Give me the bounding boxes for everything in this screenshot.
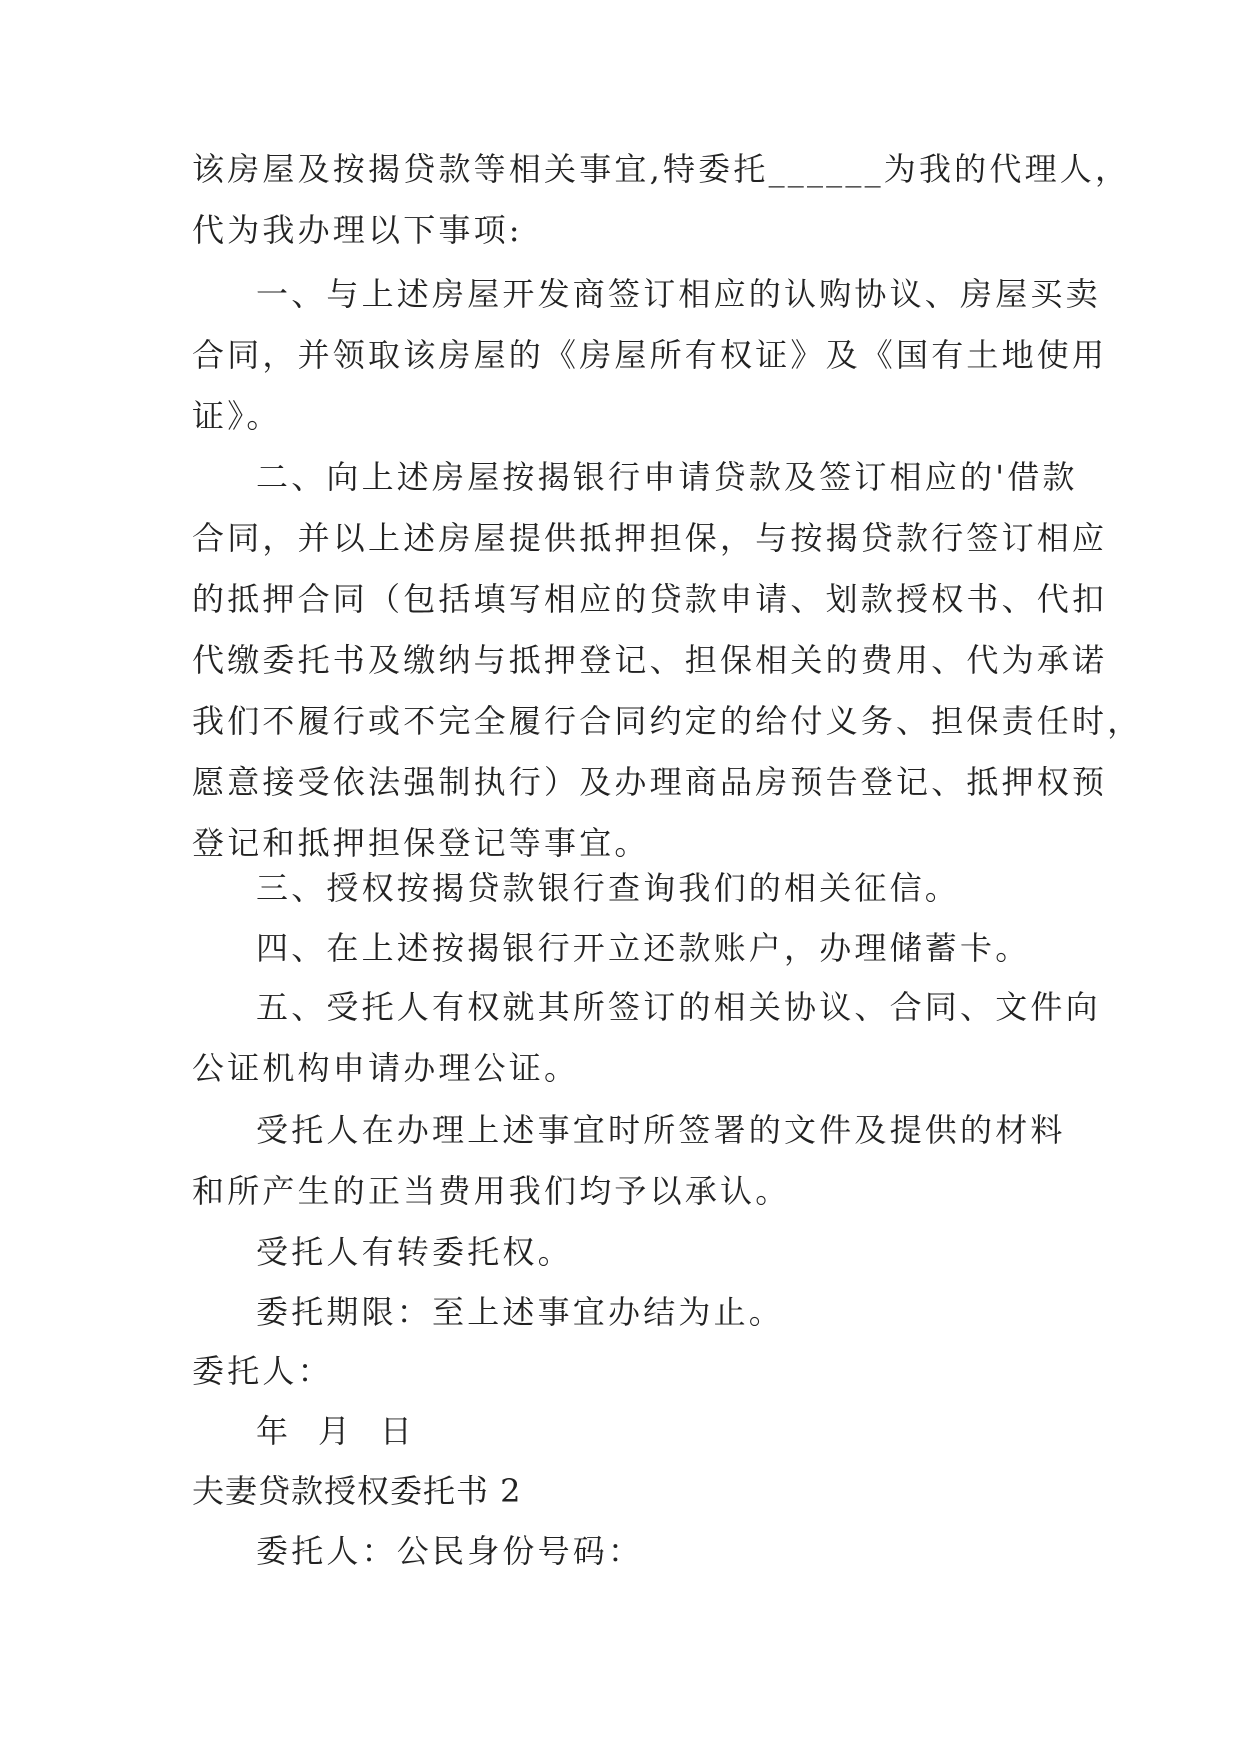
principal-label bbox=[192, 1341, 1052, 1402]
paragraph-item-1 bbox=[192, 264, 1108, 447]
text-line: 五、受托人有权就其所签订的相关协议、合同、文件向 bbox=[256, 988, 1101, 1026]
paragraph-item-3 bbox=[192, 858, 1052, 919]
text-line: 愿意接受依法强制执行）及办理商品房预告登记、抵押权预 bbox=[192, 763, 1108, 801]
paragraph-item-5 bbox=[192, 977, 1101, 1099]
section-title bbox=[192, 1461, 1052, 1522]
text-line: 受托人有转委托权。 bbox=[256, 1233, 573, 1271]
text-line: 委托期限：至上述事宜办结为止。 bbox=[256, 1293, 785, 1331]
paragraph-item-2 bbox=[192, 447, 1143, 874]
text-line: 委托人： bbox=[192, 1352, 333, 1390]
text-line: 年 月 日 bbox=[256, 1412, 416, 1450]
text-line: 该房屋及按揭贷款等相关事宜,特委托______为我的代理人， bbox=[192, 150, 1131, 188]
paragraph-acknowledgement bbox=[192, 1100, 1066, 1222]
text-line: 代为我办理以下事项: bbox=[192, 211, 523, 249]
text-line: 四、在上述按揭银行开立还款账户，办理储蓄卡。 bbox=[256, 929, 1031, 967]
paragraph-sub-delegation bbox=[192, 1222, 1052, 1283]
text-line: 受托人在办理上述事宜时所签署的文件及提供的材料 bbox=[256, 1111, 1066, 1149]
text-line: 合同，并领取该房屋的《房屋所有权证》及《国有土地使用 bbox=[192, 336, 1108, 374]
text-line: 和所产生的正当费用我们均予以承认。 bbox=[192, 1172, 791, 1210]
principal-id-line bbox=[192, 1521, 1052, 1582]
text-line: 三、授权按揭贷款银行查询我们的相关征信。 bbox=[256, 869, 961, 907]
text-line: 的抵押合同（包括填写相应的贷款申请、划款授权书、代扣 bbox=[192, 580, 1108, 618]
paragraph-term bbox=[192, 1282, 1052, 1343]
text-line: 登记和抵押担保登记等事宜。 bbox=[192, 824, 650, 862]
text-line: 合同，并以上述房屋提供抵押担保，与按揭贷款行签订相应 bbox=[192, 519, 1108, 557]
text-line: 证》。 bbox=[192, 397, 282, 435]
text-line: 我们不履行或不完全履行合同约定的给付义务、担保责任时， bbox=[192, 702, 1143, 740]
paragraph-delegation-intro bbox=[192, 139, 1131, 261]
text-line: 委托人：公民身份号码： bbox=[256, 1532, 644, 1570]
text-line: 夫妻贷款授权委托书 2 bbox=[192, 1472, 522, 1510]
text-line: 二、向上述房屋按揭银行申请贷款及签订相应的'借款 bbox=[256, 458, 1078, 496]
text-line: 一、与上述房屋开发商签订相应的认购协议、房屋买卖 bbox=[256, 275, 1101, 313]
date-line bbox=[192, 1401, 1052, 1462]
paragraph-item-4 bbox=[192, 918, 1052, 979]
text-line: 公证机构申请办理公证。 bbox=[192, 1049, 580, 1087]
text-line: 代缴委托书及缴纳与抵押登记、担保相关的费用、代为承诺 bbox=[192, 641, 1108, 679]
